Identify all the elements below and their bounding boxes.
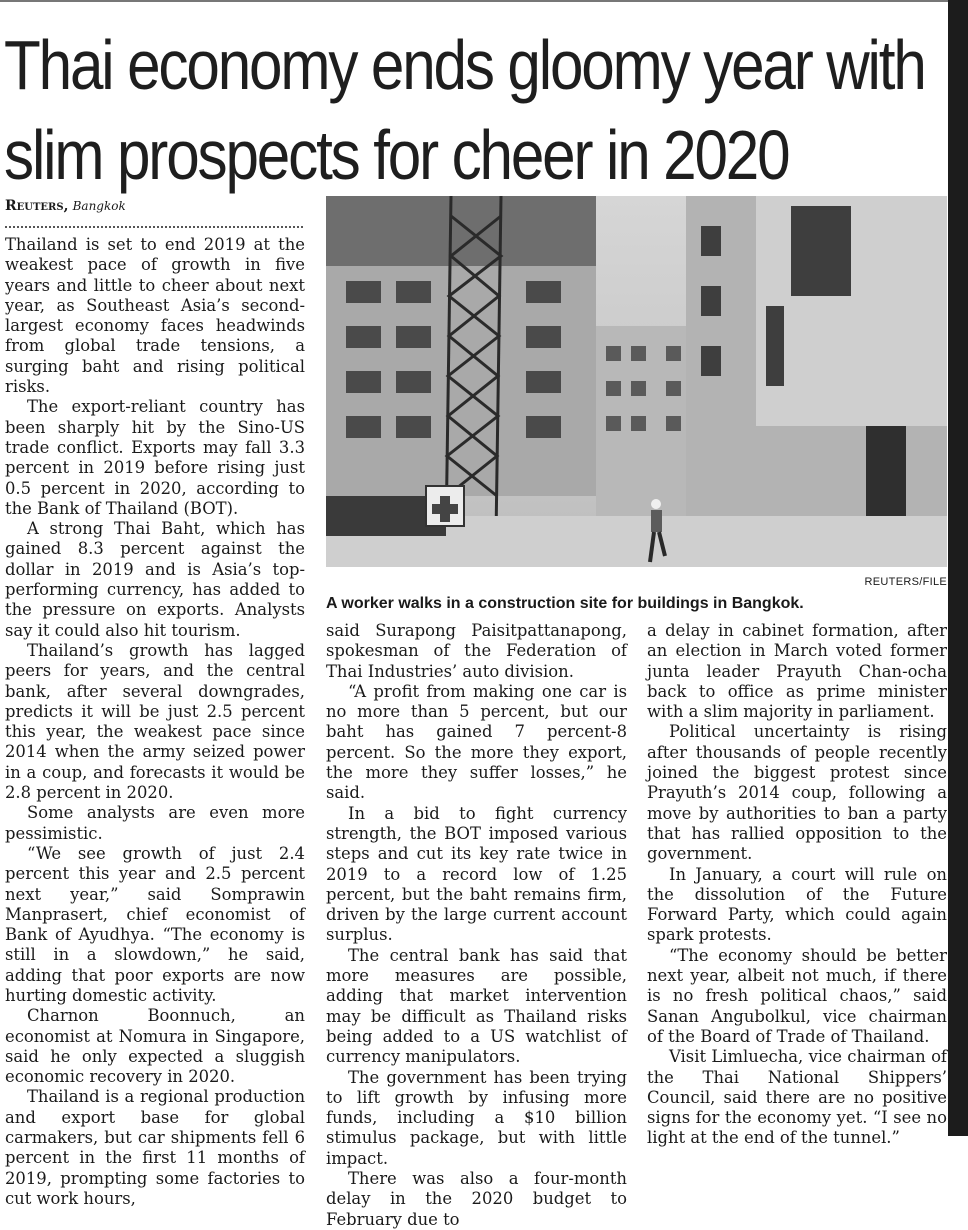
paragraph: Thailand is a regional production and export base for global carmakers, but car shipments fell 6 percent in the first 11 months of 2019, prompting some factories to cut work hours, [5,1087,305,1208]
paragraph: The central bank has said that more measures are possible, adding that market intervention may be difficult as Thailand risks being added to a US watchlist of currency manipulators. [326,945,627,1067]
paragraph: Thailand is set to end 2019 at the weakest pace of growth in five years and little to cheer about next year, as Southeast Asia’s second-largest economy faces headwinds from global trade tensions, a surging baht and rising political risks. [5,235,305,397]
paragraph: a delay in cabinet formation, after an election in March voted former junta leader Prayuth Chan-ocha back to office as prime minister with a slim majority in parliament. [647,621,947,722]
headline-line-1: Thai economy ends gloomy year with [4,26,925,104]
photo-caption: A worker walks in a construction site for buildings in Bangkok. [326,595,804,612]
paragraph: Visit Limluecha, vice chairman of the Thai National Shippers’ Council, said there are no positive signs for the economy yet. “I see no light at the end of the tunnel.” [647,1047,947,1148]
paragraph: said Surapong Paisitpattanapong, spokesman of the Federation of Thai Industries’ auto division. [326,621,627,681]
top-rule [0,0,948,2]
article-column-2 [326,621,627,1229]
paragraph: There was also a four-month delay in the 2020 budget to February due to [326,1169,627,1229]
byline-agency: Reuters, [5,198,69,214]
paragraph: “The economy should be better next year, albeit not much, if there is no fresh political chaos,” said Sanan Angubolkul, vice chairman of the Board of Trade of Thailand. [647,945,947,1046]
page-edge-bar [948,0,968,1136]
paragraph: The export-reliant country has been sharply hit by the Sino-US trade conflict. Exports may fall 3.3 percent in 2019 before rising just 0.5 percent in 2020, according to the Bank of Thailand (BOT). [5,397,305,518]
paragraph: The government has been trying to lift growth by infusing more funds, including a $10 billion stimulus package, but with little impact. [326,1067,627,1168]
photo-credit: REUTERS/FILE [864,576,947,588]
news-photo [326,196,947,567]
article-column-1 [5,235,305,1208]
paragraph: “A profit from making one car is no more than 5 percent, but our baht has gained 7 percent-8 percent. So the more they export, the more they suffer losses,” he said. [326,681,627,803]
paragraph: Some analysts are even more pessimistic. [5,803,305,843]
paragraph: A strong Thai Baht, which has gained 8.3 percent against the dollar in 2019 and is Asia’s top-performing currency, has added to the pressure on exports. Analysts say it could also hit tourism. [5,519,305,640]
article-column-3 [647,621,947,1148]
paragraph: “We see growth of just 2.4 percent this year and 2.5 percent next year,” said Somprawin Manprasert, chief economist of Bank of Ayudhya. “The economy is still in a slowdown,” he said, adding that poor exports are now hurting domestic activity. [5,843,305,1005]
paragraph: Thailand’s growth has lagged peers for years, and the central bank, after several downgrades, predicts it will be just 2.5 percent this year, the weakest pace since 2014 when the army seized power in a coup, and forecasts it would be 2.8 percent in 2020. [5,640,305,803]
byline-dateline: Bangkok [72,199,126,213]
construction-site-photo [326,196,947,567]
paragraph: Political uncertainty is rising after thousands of people recently joined the biggest protest since Prayuth’s 2014 coup, following a move by authorities to ban a party that has rallied opposition to the government. [647,722,947,864]
paragraph: Charnon Boonnuch, an economist at Nomura in Singapore, said he only expected a sluggish economic recovery in 2020. [5,1006,305,1087]
paragraph: In January, a court will rule on the dissolution of the Future Forward Party, which could again spark protests. [647,864,947,945]
headline-line-2: slim prospects for cheer in 2020 [4,116,789,194]
headline [4,20,925,200]
paragraph: In a bid to fight currency strength, the BOT imposed various steps and cut its key rate twice in 2019 to a record low of 1.25 percent, but the baht remains firm, driven by the large current account surplus. [326,803,627,945]
byline [5,197,303,228]
